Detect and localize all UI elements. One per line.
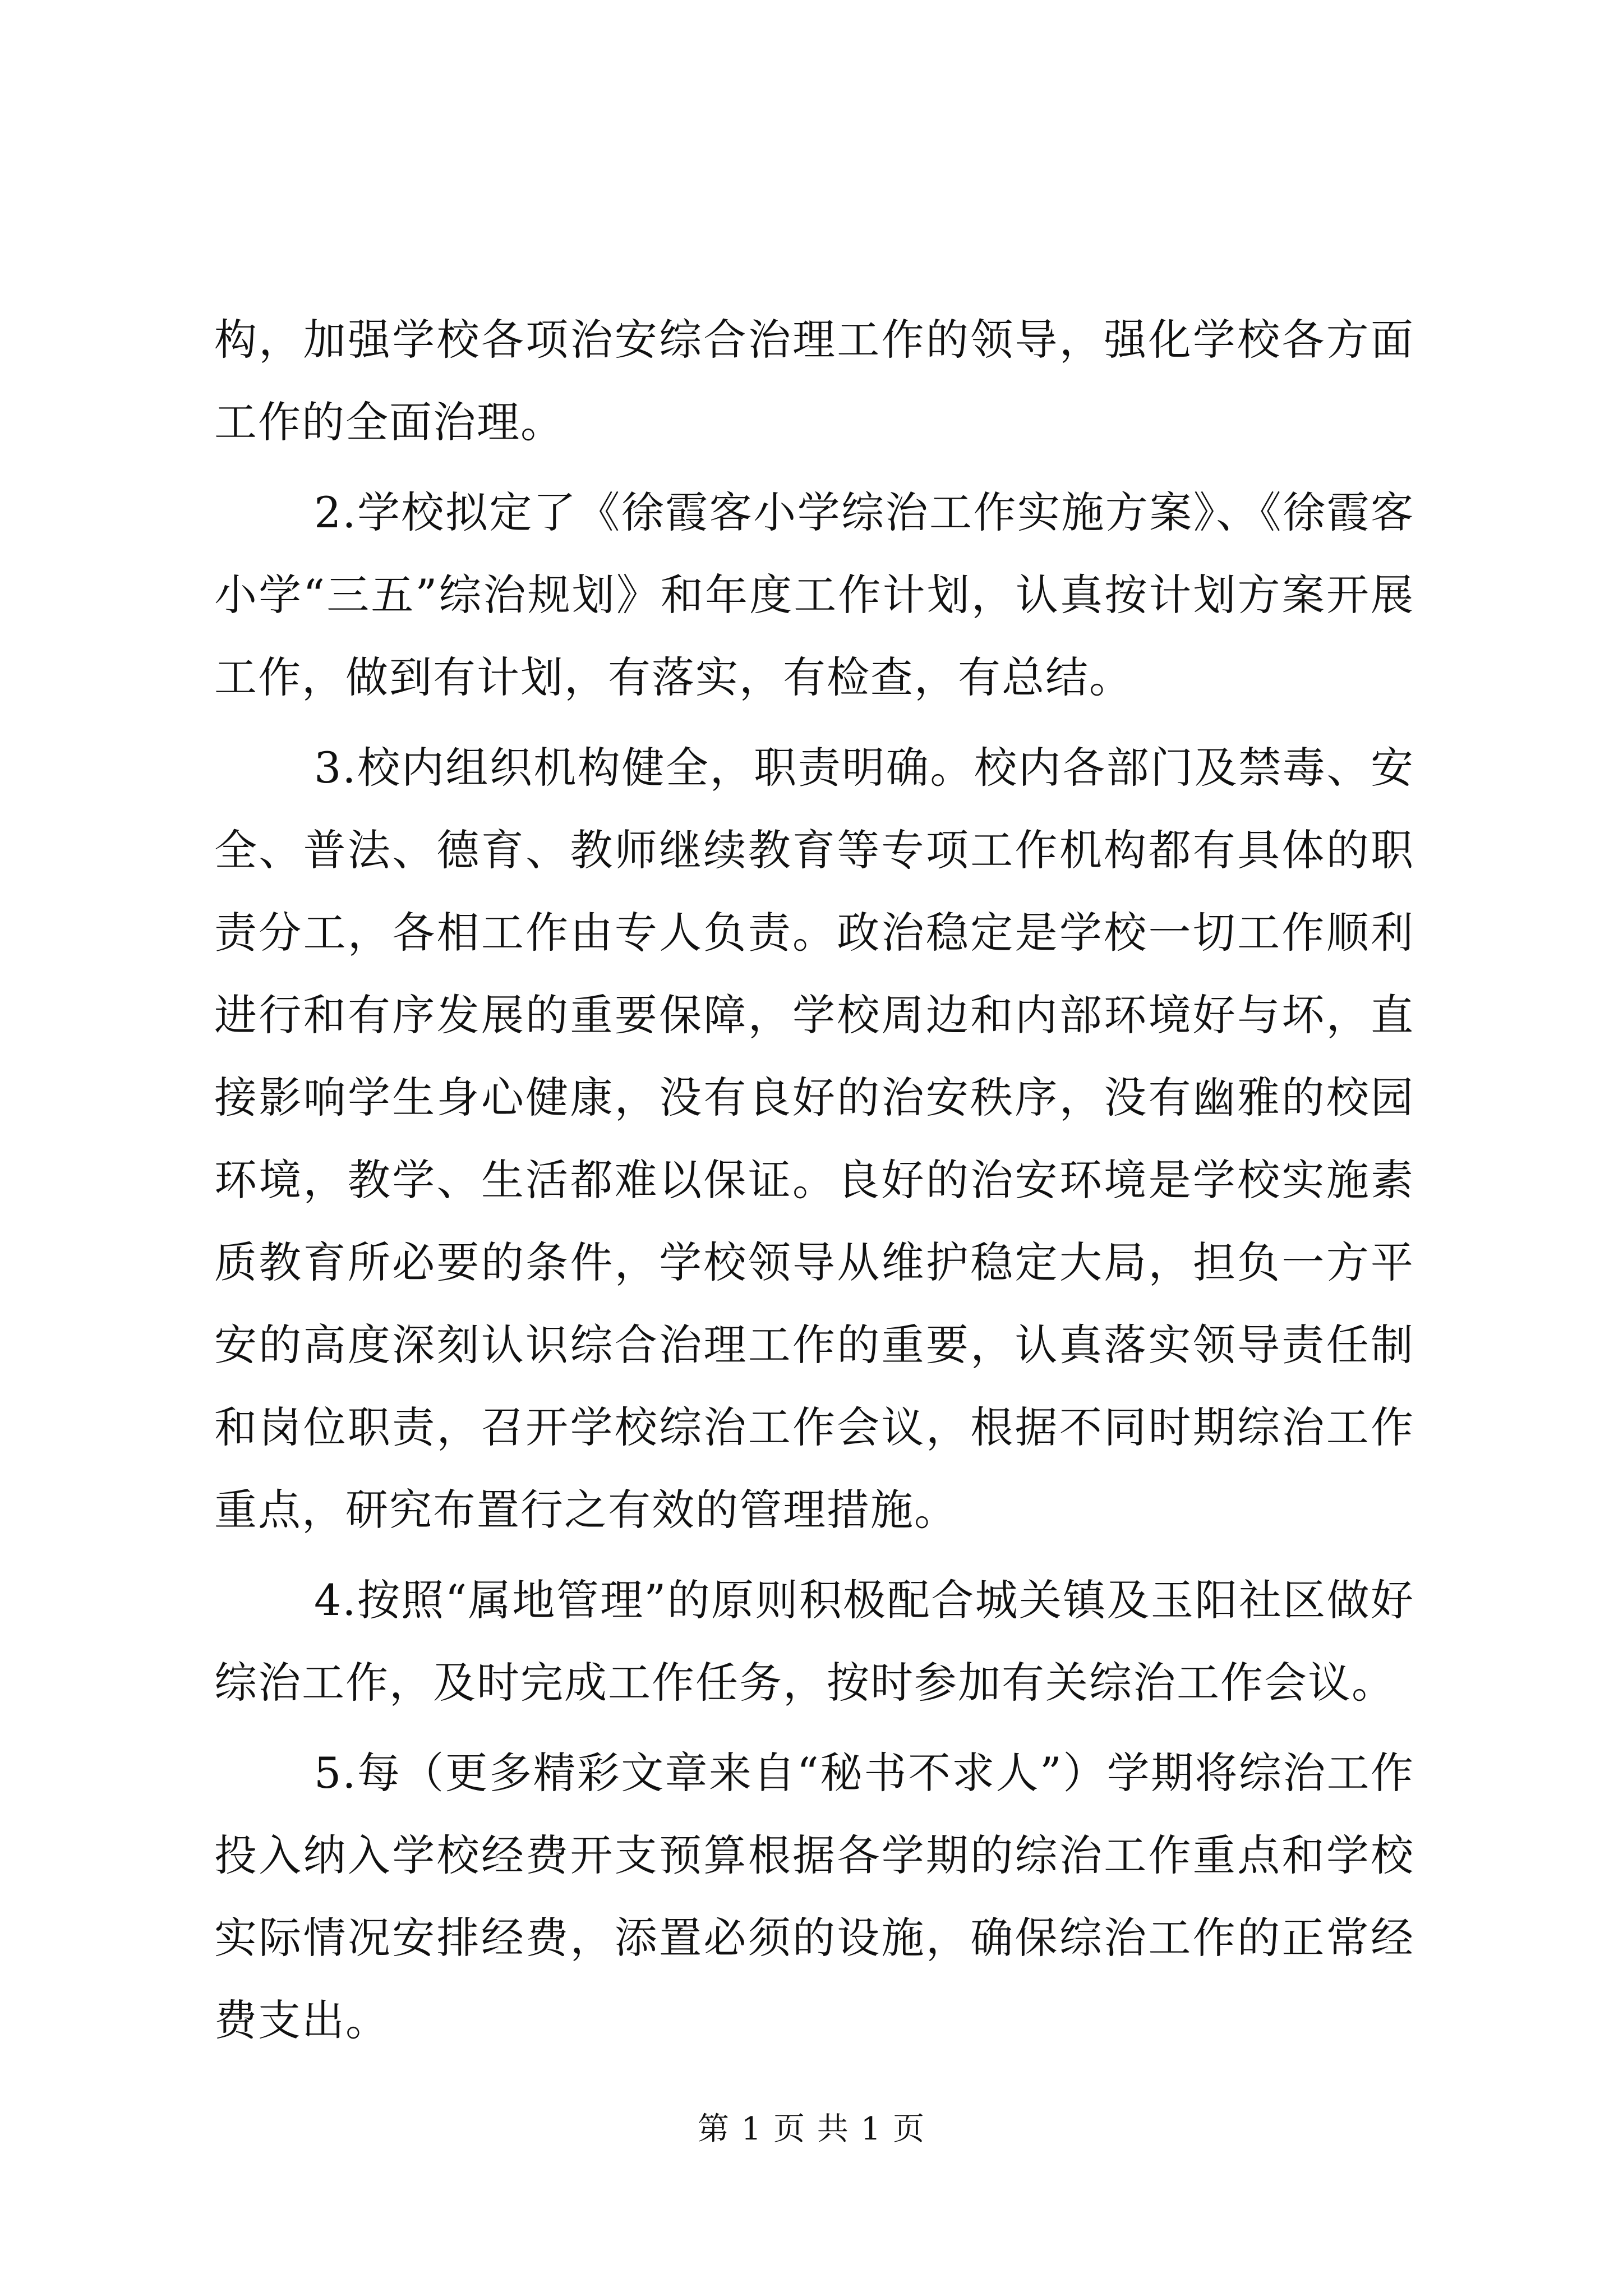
- paragraph-item-4: 4.按照“属地管理”的原则积极配合城关镇及玉阳社区做好综治工作，及时完成工作任务，按时参加有关综治工作会议。: [214, 1575, 1414, 1708]
- paragraph-item-3: 3.校内组织机构健全，职责明确。校内各部门及禁毒、安全、普法、德育、教师继续教育等专项工作机构都有具体的职责分工，各相工作由专人负责。政治稳定是学校一切工作顺利进行和有序发展的重要保障，学校周边和内部环境好与坏，直接影响学生身心健康，没有良好的治安秩序，没有幽雅的校园环境，教学、生活都难以保证。良好的治安环境是学校实施素质教育所必要的条件，学校领导从维护稳定大局，担负一方平安的高度深刻认识综合治理工作的重要，认真落实领导责任制和岗位职责，召开学校综治工作会议，根据不同时期综治工作重点，研究布置行之有效的管理措施。: [214, 743, 1414, 1535]
- paragraph-item-5: 5.每（更多精彩文章来自“秘书不求人”）学期将综治工作投入纳入学校经费开支预算根据各学期的综治工作重点和学校实际情况安排经费，添置必须的设施，确保综治工作的正常经费支出。: [214, 1748, 1414, 2045]
- document-body: [214, 298, 1414, 2069]
- paragraph-continuation: 构，加强学校各项治安综合治理工作的领导，强化学校各方面工作的全面治理。: [214, 315, 1414, 447]
- paragraph-item-2: 2.学校拟定了《徐霞客小学综治工作实施方案》、《徐霞客小学“三五”综治规划》和年度工作计划，认真按计划方案开展工作，做到有计划，有落实，有检查，有总结。: [214, 487, 1414, 702]
- page-number-footer: 第 1 页 共 1 页: [697, 2111, 926, 2147]
